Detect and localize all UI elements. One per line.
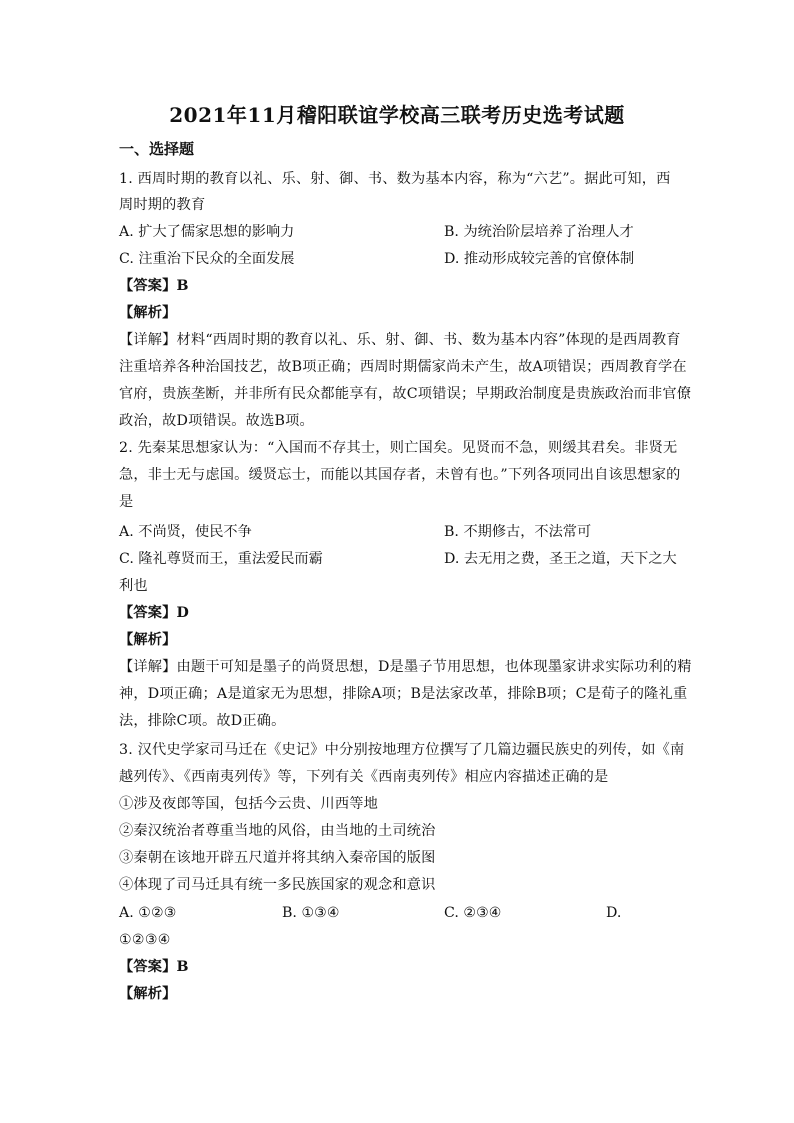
q1-stem-line: 1. 西周时期的教育以礼、乐、射、御、书、数为基本内容，称为“六艺”。据此可知，西	[119, 171, 671, 187]
q3-item: ②秦汉统治者尊重当地的风俗，由当地的土司统治	[119, 823, 436, 839]
q3-stem-line: 3. 汉代史学家司马迁在《史记》中分别按地理方位撰写了几篇边疆民族史的列传，如《南	[119, 742, 685, 758]
q3-item: ④体现了司马迁具有统一多民族国家的观念和意识	[119, 877, 436, 893]
q1-option-b: B. 为统治阶层培养了治理人才	[444, 224, 634, 240]
q1-detail-line: 注重培养各种治国技艺，故B项正确；西周时期儒家尚未产生，故A项错误；西周教育学在	[119, 359, 687, 375]
q2-detail-line: 法，排除C项。故D正确。	[119, 713, 286, 729]
q2-analysis-label: 【解析】	[119, 632, 177, 648]
q1-detail-line: 政治，故D项错误。故选B项。	[119, 413, 314, 429]
q1-detail-line: 官府，贵族垄断，并非所有民众都能享有，故C项错误；早期政治制度是贵族政治而非官僚	[119, 386, 692, 402]
q1-option-a: A. 扩大了儒家思想的影响力	[119, 224, 295, 240]
q1-stem-line: 周时期的教育	[119, 197, 206, 213]
q3-option-c: C. ②③④	[444, 905, 502, 921]
page-title: 2021年11月稽阳联谊学校高三联考历史选考试题	[169, 103, 625, 127]
q3-item: ③秦朝在该地开辟五尺道并将其纳入秦帝国的版图	[119, 850, 436, 866]
q3-option-d-cont: ①②③④	[119, 932, 171, 948]
q3-item: ①涉及夜郎等国，包括今云贵、川西等地	[119, 796, 378, 812]
q2-option-d-cont: 利也	[119, 578, 148, 594]
q1-analysis-label: 【解析】	[119, 305, 177, 321]
q3-analysis-label: 【解析】	[119, 986, 177, 1002]
q2-stem-line: 2. 先秦某思想家认为：“入国而不存其士，则亡国矣。见贤而不急，则缓其君矣。非贤无	[119, 440, 678, 456]
q1-option-d: D. 推动形成较完善的官僚体制	[444, 251, 635, 267]
q1-option-c: C. 注重治下民众的全面发展	[119, 251, 295, 267]
q3-stem-line: 越列传》、《西南夷列传》等，下列有关《西南夷列传》相应内容描述正确的是	[119, 769, 609, 785]
q3-option-a: A. ①②③	[119, 905, 177, 921]
q3-option-b: B. ①③④	[282, 905, 340, 921]
q3-answer: 【答案】B	[119, 959, 189, 975]
q1-detail-line: 【详解】材料“西周时期的教育以礼、乐、射、御、书、数为基本内容”体现的是西周教育	[119, 332, 681, 348]
q2-detail-line: 【详解】由题干可知是墨子的尚贤思想，D是墨子节用思想，也体现墨家讲求实际功利的精	[119, 659, 692, 675]
q2-detail-line: 神，D项正确；A是道家无为思想，排除A项；B是法家改革，排除B项；C是荀子的隆礼重	[119, 686, 688, 702]
q2-stem-line: 是	[119, 494, 134, 510]
q2-option-a: A. 不尚贤，使民不争	[119, 524, 252, 540]
q3-option-d: D.	[606, 905, 622, 921]
q2-stem-line: 急，非士无与虑国。缓贤忘士，而能以其国存者，未曾有也。”下列各项同出自该思想家的	[119, 467, 681, 483]
q2-option-c: C. 隆礼尊贤而王，重法爱民而霸	[119, 551, 323, 567]
q2-option-d: D. 去无用之费，圣王之道，天下之大	[444, 551, 677, 567]
q1-answer: 【答案】B	[119, 278, 189, 294]
q2-option-b: B. 不期修古，不法常可	[444, 524, 592, 540]
q2-answer: 【答案】D	[119, 605, 190, 621]
section-heading: 一、选择题	[119, 140, 195, 158]
